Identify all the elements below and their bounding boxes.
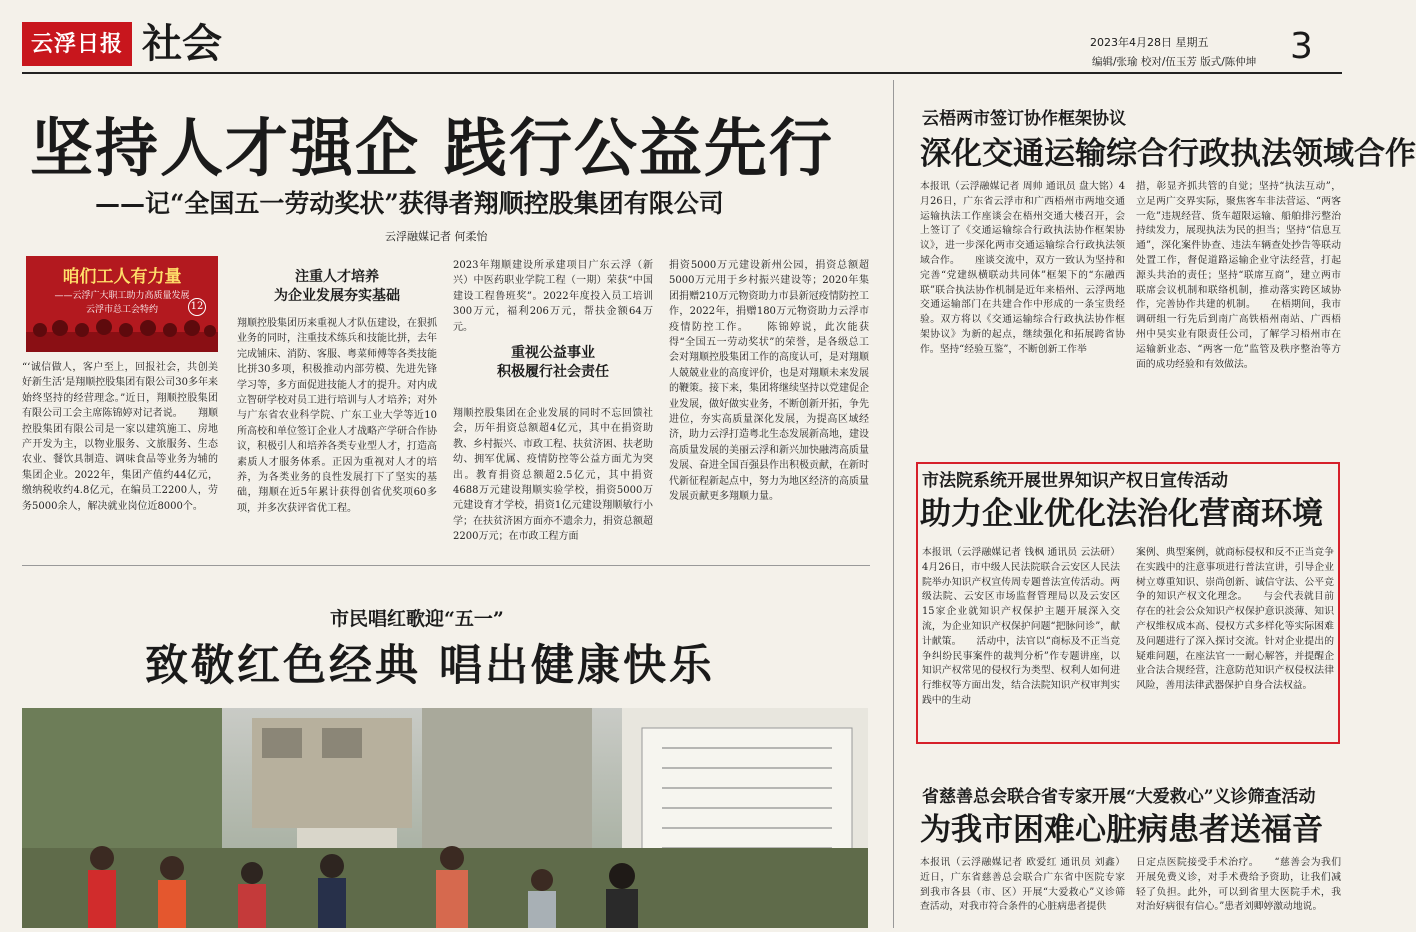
right1-kicker: 云梧两市签订协作框架协议 [922, 109, 1126, 129]
lead-column-2: 翔顺控股集团历来重视人才队伍建设，在狠抓业务的同时，注重技术练兵和技能比拼，去年完成铺床、消防、客服、粤菜师傅等各类技能比拼30多项，积极推动内部劳模、先进先锋学习等，多方面促进技能人才的提升。对内成立智研学校对员工进行培训与人才培养；对外与广东省农业科学院、广东工业大学等近10所高校和单位签订企业人才战略产学研合作协议，积极引人和培养各类专业型人才，打造高素质人才服务体系。正因为重视对人才的培养，为各类业务的良性发展打下了坚实的基础，翔顺在近5年累计获得创省优奖项60多项，并多次获评省优工程。 [237, 318, 437, 514]
banner-title: 咱们工人有力量 [62, 267, 182, 287]
masthead-rule [22, 72, 1342, 74]
right1-headline: 深化交通运输综合行政执法领域合作 [920, 136, 1416, 172]
lead-subhead-charity [453, 344, 653, 382]
right1-column-b: 措，彰显齐抓共管的自觉；坚持“执法互动”，立足两广交界实际，聚焦客车非法营运、“两客一危”违规经营、货车超限运输、船舶排污整治持续发力，展现执法为民的担当；坚持“信息互通”，深化案件协查、违法车辆查处抄告等联动处置工作，督促道路运输企业守法经营，打起源头共治的责任；坚持“联席互商”，建立两市联席会议机制和联络机制，推动落实跨区域协作，完善协作共建的机制。 在梧期间，我市调研组一行先后到南广高铁梧州南站、广西梧州中昊实业有限责任公司，了解学习梧州市在运输新业态、“两客一危”监管及秩序整治等方面的成功经验和有效做法。 [1136, 181, 1341, 370]
lead-byline: 云浮融媒记者 何柔怡 [385, 230, 488, 243]
banner-number: 12 [188, 298, 206, 316]
workers-silhouette-illustration [26, 318, 218, 352]
editor-credits: 编辑/张瑜 校对/伍玉芳 版式/陈仲坤 [1092, 56, 1257, 68]
lead-column-4: 捐资5000万元建设新州公园，捐资总额超5000万元用于乡村振兴建设等；2020年集团捐赠210万元物资助力市县新冠疫情防控工作，2022年，捐赠180万元物资助力云浮市疫情防控工作。 陈锦婷说，此次能获得“全国五一劳动奖状”的荣誉，是各级总工会对翔顺控股集团工作的高度认可，是对翔顺人兢兢业业的高度评价，也是对翔顺未来发展的鞭策。接下来，集团将继续坚持以党建促企业发展，做好做实业务，不断创新开拓，争先进位，夯实高质量深化发展，为提高区域经济，助力云浮打造粤北生态发展新高地，建设高质量发展的美丽云浮和新兴加快融湾高质量发展、奋进全国百强县作出积极贡献，在新时代新征程新起点中，努力为地区经济的高质量发展贡献更多翔顺力量。 [669, 260, 869, 503]
right3-kicker: 省慈善总会联合省专家开展“大爱救心”义诊筛查活动 [922, 787, 1316, 807]
right1-column-a: 本报讯（云浮融媒记者 周帅 通讯员 盘大铭）4月26日，广东省云浮市和广西梧州市两地交通运输执法工作座谈会在梧州交通大楼召开，会上签订了《交通运输综合行政执法协作框架协议》，进一步深化两市交通运输综合行政执法领域合作。 座谈交流中，双方一致认为坚持和完善“党建纵横联动共同体”框架下的“东融西联”联合执法协作机制是近年来梧州、云浮两地交通运输部门在共建合作中形成的一条宝贵经验。双方将以《交通运输综合行政执法协作框架协议》为新的起点，继续强化和拓展跨省协作。坚持“经验互鉴”，不断创新工作举 [920, 181, 1125, 355]
lead-subheadline: ——记“全国五一劳动奖状”获得者翔顺控股集团有限公司 [95, 189, 724, 218]
issue-date: 2023年4月28日 星期五 [1090, 36, 1209, 49]
lead-column-3-top: 2023年翔顺建设所承建项目广东云浮（新兴）中医药职业学院工程（一期）荣获“中国建设工程鲁班奖”。2022年度投入员工培训300万元，福利206万元，帮扶金额64万元。 [453, 260, 653, 333]
section-title: 社会 [142, 20, 222, 67]
photo-illustration [22, 708, 868, 928]
singing-event-photo [22, 708, 868, 928]
column-divider [893, 80, 894, 928]
subhead-text: 注重人才培养 为企业发展夯实基础 [274, 269, 400, 304]
right2-headline: 助力企业优化法治化营商环境 [920, 496, 1323, 532]
page-number: 3 [1290, 26, 1313, 67]
right2-column-a: 本报讯（云浮融媒记者 钱枫 通讯员 云法研）4月26日，市中级人民法院联合云安区人民法院举办知识产权宣传周专题普法宣传活动。两级法院、云安区市场监督管理局以及云安区15家企业就知识产权保护主题开展深入交流，为企业知识产权保护问题“把脉问诊”，献计献策。 活动中，法官以“商标及不正当竞争纠纷民事案件的裁判分析”作专题讲座，以知识产权常见的侵权行为类型、权利人如何进行维权等方面出发，结合法院知识产权审判实践中的生动 [922, 547, 1120, 706]
lead-subhead-talent [237, 268, 437, 306]
newspaper-logo: 云浮日报 [22, 22, 132, 66]
story2-headline: 致敬红色经典 唱出健康快乐 [145, 641, 715, 691]
subhead-text: 重视公益事业 积极履行社会责任 [497, 345, 609, 380]
lead-column-3: 翔顺控股集团在企业发展的同时不忘回馈社会，历年捐资总额超4亿元，其中在捐资助教、乡村振兴、市政工程、扶贫济困、扶老助幼、拥军优属、疫情防控等公益方面尤为突出。教育捐资总额超2.5亿元，其中捐资4688万元建设翔顺实验学校，捐资5000万元建设育才学校，捐资1亿元建设翔顺敏行小学；在扶贫济困方面亦不遗余力，捐资总额超2200万元；在市政工程方面 [453, 408, 653, 543]
column-banner [26, 256, 218, 352]
divider [22, 565, 870, 566]
right2-kicker: 市法院系统开展世界知识产权日宣传活动 [922, 471, 1228, 491]
lead-headline: 坚持人才强企 践行公益先行 [30, 111, 834, 185]
right2-column-b: 案例、典型案例，就商标侵权和反不正当竞争在实践中的注意事项进行普法宣讲，引导企业树立尊重知识、崇尚创新、诚信守法、公平竞争的知识产权文化理念。 与会代表就目前存在的社会公众知识产权保护意识淡薄、知识产权维权成本高、侵权方式多样化等实际困难及问题进行了深入探讨交流。针对企业提出的疑难问题，在座法官一一耐心解答，并提醒企业合法合规经营，注意防范知识产权侵权法律风险，善用法律武器保护自身合法权益。 [1136, 547, 1334, 692]
banner-note: 云浮市总工会特约 [85, 305, 158, 315]
right3-headline: 为我市困难心脏病患者送福音 [920, 812, 1323, 848]
right3-column-a: 本报讯（云浮融媒记者 欧爱红 通讯员 刘鑫）近日，广东省慈善总会联合广东省中医院专家到我市各县（市、区）开展“大爱救心”义诊筛查活动，对我市符合条件的心脏病患者提供 [920, 857, 1125, 913]
story2-kicker: 市民唱红歌迎“五一” [330, 608, 504, 630]
lead-column-1: “‘诚信做人，客户至上，回报社会，共创美好新生活’是翔顺控股集团有限公司30多年来始终坚持的经营理念。”近日，翔顺控股集团有限公司工会主席陈锦婷对记者说。 翔顺控股集团有限公司是一家以建筑施工、房地产开发为主，以物业服务、文旅服务、生态农业、餐饮具制造、调味食品等业务为辅的集团企业。2022年，集团产值约44亿元，缴纳税收约4.8亿元，在编员工2200人，劳务5000余人，解决就业岗位近8000个。 [22, 362, 218, 512]
right3-column-b: 日定点医院接受手术治疗。 “慈善会为我们开展免费义诊，对手术费给予资助，让我们减轻了负担。此外，可以到省里大医院手术，我对治好病很有信心。”患者刘卿婷激动地说。 [1136, 857, 1341, 913]
banner-line: ——云浮广大职工助力高质量发展 [54, 291, 190, 301]
